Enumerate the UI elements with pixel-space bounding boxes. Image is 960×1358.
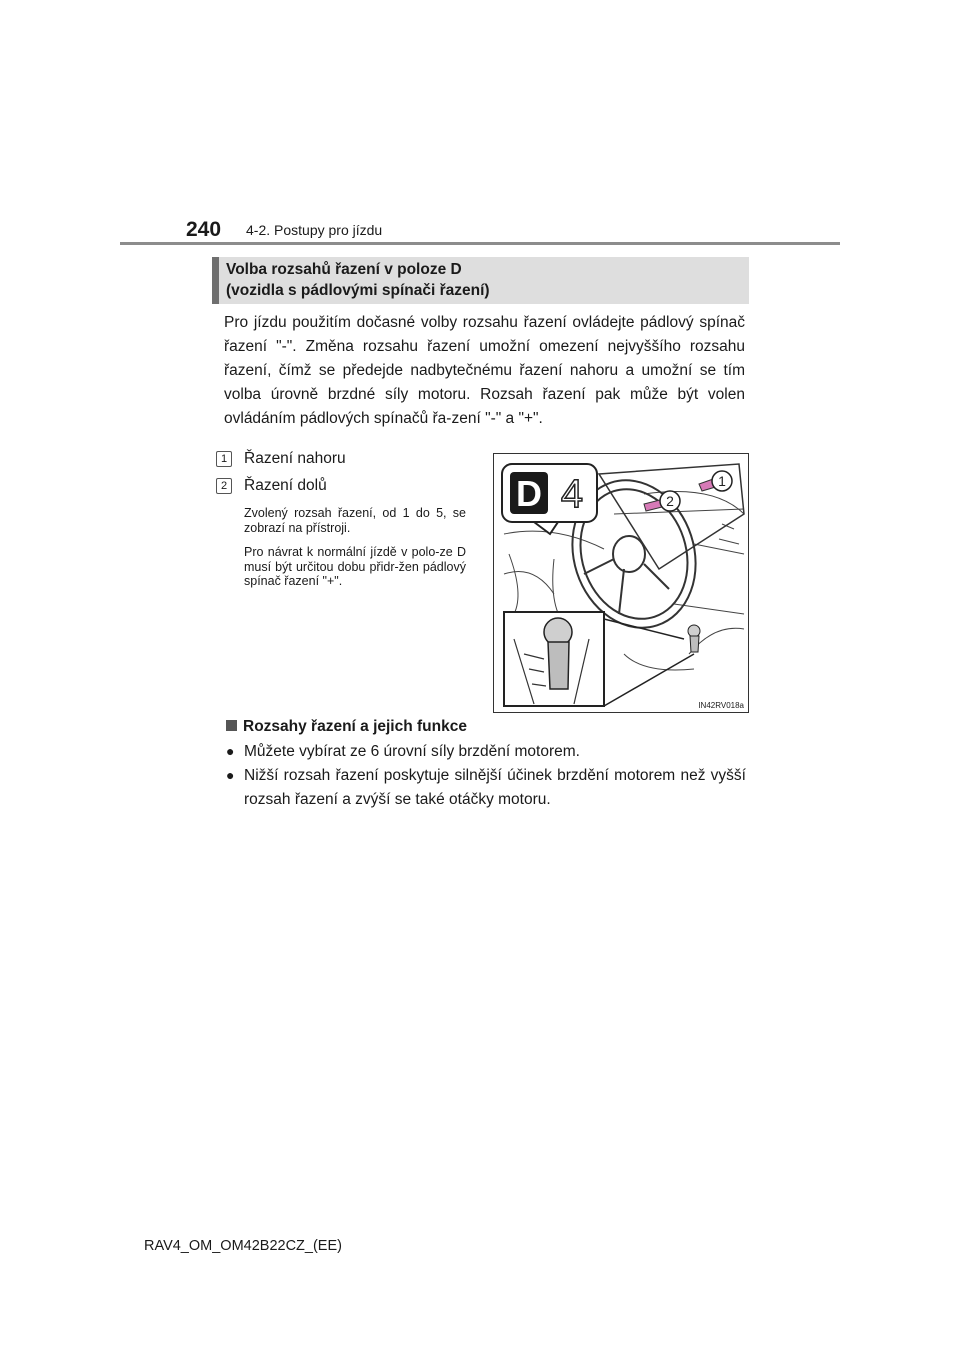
bullet-item-1: Můžete vybírat ze 6 úrovní síly brzdění motorem. [244,743,580,760]
gear-d-letter: D [516,473,542,514]
bullet-item-2: Nižší rozsah řazení poskytuje silnější účinek brzdění motorem než vyšší rozsah řazení a zvýší se také otáčky motoru. [244,767,746,808]
topic-heading-box [212,257,749,304]
body-paragraph: Pro jízdu použitím dočasné volby rozsahu řazení ovládejte pádlový spínač řazení "-". Změna rozsahu řazení umožní omezení nejvyššího rozsahu řazení, čímž se předejde nadbytečnému řazení nahoru a umožní se tím volba úrovně brzdné síly motoru. Rozsah řazení pak může být volen ovládáním pádlových spínačů řa-zení "-" a "+". [224,314,745,427]
gear-range-digit: 4 [560,472,584,516]
round-bullet-icon: ● [226,767,235,783]
round-bullet-icon: ● [226,743,235,759]
callout-label-upshift: Řazení nahoru [244,450,346,467]
section-title: 4-2. Postupy pro jízdu [246,222,383,238]
topic-accent-bar [212,257,219,304]
note-display-range: Zvolený rozsah řazení, od 1 do 5, se zobrazí na přístroji. [244,506,466,535]
cockpit-drawing [494,454,749,713]
paddle-shift-illustration [493,453,749,713]
marker-2-text: 2 [666,493,674,509]
topic-title-line-2: (vozidla s pádlovými spínači řazení) [226,282,490,299]
footer-doc-code: RAV4_OM_OM42B22CZ_(EE) [144,1238,342,1254]
subsection-heading [226,718,467,736]
header-divider [120,242,840,245]
figure-code: IN42RV018a [698,701,744,710]
callout-number-1: 1 [216,451,232,467]
callout-number-2: 2 [216,478,232,494]
page-number: 240 [186,218,222,241]
note-return-to-d: Pro návrat k normální jízdě v polo-ze D musí být určitou dobu přidr-žen pádlový spínač řazení "+". [244,545,466,588]
subsection-title: Rozsahy řazení a jejich funkce [243,718,467,735]
marker-1-text: 1 [718,473,726,489]
square-bullet-icon [226,720,237,731]
callout-label-downshift: Řazení dolů [244,477,327,494]
topic-title-line-1: Volba rozsahů řazení v poloze D [226,261,462,278]
